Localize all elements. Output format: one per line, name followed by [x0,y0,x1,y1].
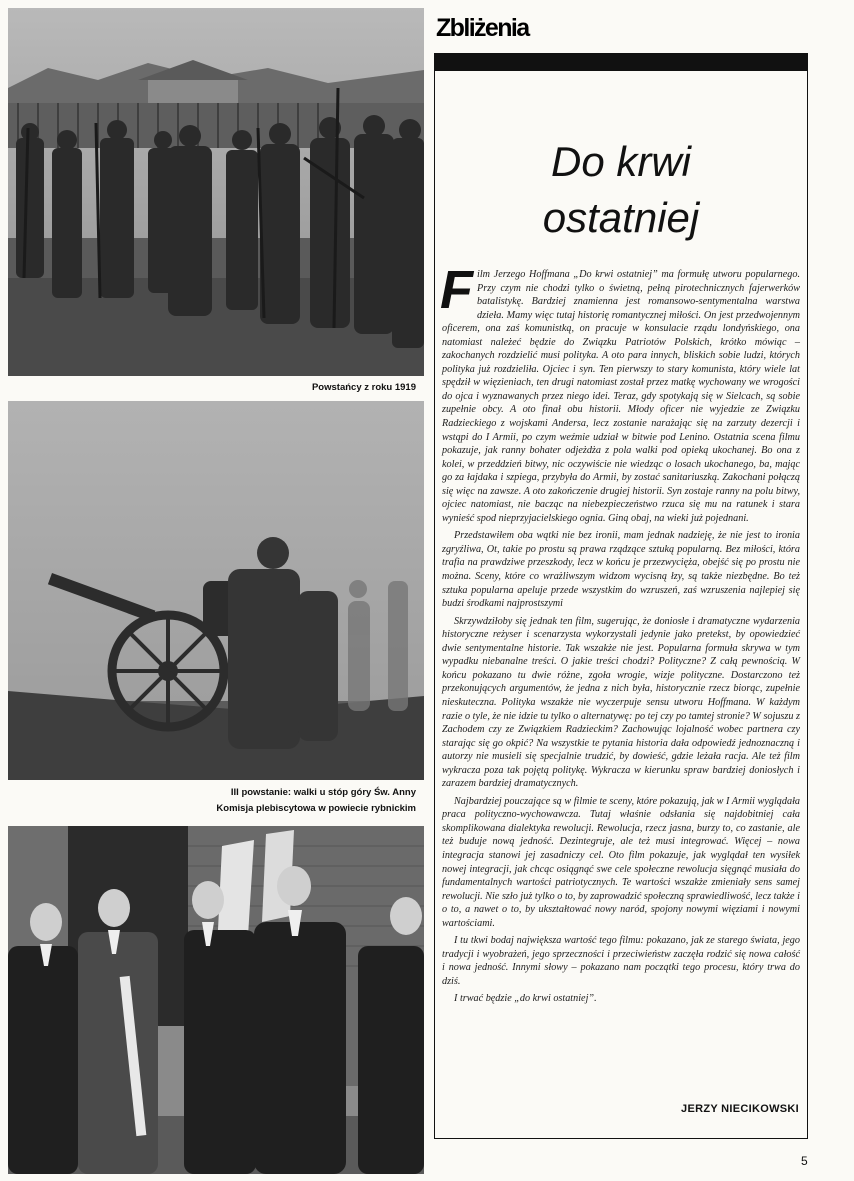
caption-line-commission: Komisja plebiscytowa w powiecie rybnickim [216,803,416,814]
article-frame [434,53,808,1139]
paragraph-5: I tu tkwi bodaj największa wartość tego filmu: pokazano, jak ze starego świata, jego tradycji i wyobrażeń, jego sprzeczności i przeciwieństw zaczęła rodzić się nowa całość i nowa jedność. Innymi słowy – pokazano nam początki tego procesu, który trwa do dziś. [442,935,800,987]
photo-commission-image [8,826,424,1174]
caption-line-uprising: III powstanie: walki u stóp góry Św. Anny [230,787,416,798]
page-number: 5 [801,1154,808,1168]
photo-artillery-image [8,401,424,780]
section-label: Zbliżenia [436,14,529,42]
photo-plebiscite-commission [8,826,424,1174]
paragraph-1 [440,260,800,525]
title-line-1: Do krwi [550,138,691,185]
photo-insurgents-1919 [8,8,424,376]
paragraph-6: I trwać będzie „do krwi ostatniej”. [454,993,597,1005]
paragraph-1-text: ilm Jerzego Hoffmana „Do krwi ostatniej” ma formułę utworu popularnego. Przy czym nie chodzi tylko o świetną, pełną pirotechnicznych fajerwerków batalistykę. Bardziej znamienna jest romansowo-sentymentalna warstwa dzieła. Mamy więc tutaj historię romantycznej miłości. On jest przedwojennym oficerem, ona zaś komunistką, on pracuje w konsulacie rządu londyńskiego, ona natomiast należeć będzie do Związku Patriotów Polskich, krótko mówiąc – zakochanych rozdzielić musi polityka. A oto para innych, bliskich sobie ludzi, których polityka już rozdzieliła. Ojciec i syn. Ten pierwszy to stary komunista, który wiele lat spędził w więzieniach, ten drugi natomiast został przez matkę wychowany we wrogości do ojca i wyznawanych przez niego idei. Teraz, gdy spotykają się w Sielcach, są sobie zupełnie obcy. A oto finał obu historii. Młody oficer nie wyjedzie ze Związku Radzieckiego z wojskami Andersa, lecz zostanie narażając się na zarzuty dezercji i wstąpi do I Armii, po czym weźmie udział w bitwie pod Lenino. Ostatnia scena filmu pokazuje, jak ranny bohater odjeżdża z pola walki pod opieką ukochanej. Bo ona z kolei, w przeddzień bitwy, nic oczywiście nie wiedząc o losach ukochanego, ba, mając go za łajdaka i szpiega, przybyła do Armii, by zostać sanitariuszką. Zakochani połączą się więc na zawsze. A oto zakończenie drugiej historii. Syn zostaje ranny na polu bitwy, ojciec natomiast, nie bacząc na niebezpieczeństwo rzuca się mu na ratunek i stara wynieść spod nieprzyjacielskiego ognia. Giną obaj, na wieki już pojednani. [442,269,800,524]
article-title [435,134,807,246]
paragraph-2: Przedstawiłem oba wątki nie bez ironii, mam jednak nadzieję, że nie jest to ironia zgryźliwa, Ot, takie po prostu są prawa rządzące sztuką popularną. Bez miłości, która trafia na prawdziwe przeszkody, lecz w końcu je przezwycięża, obejść się po prostu nie można. Sceny, które co wrażliwszym widzom wycisną łzy, są także niezbędne. Bo też sztuka popularna apeluje przede wszystkim do wzruszeń, zaś wzruszenia najlepiej się budzi środkami najprostszymi [442,530,800,610]
frame-top-bar [435,54,807,71]
photo-artillery [8,401,424,780]
drop-cap: F [440,260,473,320]
photo-caption-artillery [170,785,416,817]
paragraph-4: Najbardziej pouczające są w filmie te sceny, które pokazują, jak w I Armii wyglądała praca polityczno-wychowawcza. Tutaj właśnie odsłania się najdobitniej cała skomplikowana dialektyka rewolucji. Rewolucja, rzecz jasna, burzy to, co zastanie, ale też buduje nową jedność. Dezintegruje, ale też musi integrować. Więcej – nowa integracja stanowi jej zasadniczy cel. Oto film pokazuje, jak wyglądał ten wysiłek nowej integracji, jak chcąc osiągnąć swe cele społeczne rewolucja sięgnąć musiała do fundamentalnych wartości patriotycznych. Te wartości wszakże zmieniały sens samej rewolucji. Nie szło już tylko o to, by zaprowadzić społeczną sprawiedliwość, lecz także i o to, a nawet o to, by ukształtować nowy naród, spojony nowymi więziami i nowymi wartościami. [442,795,800,929]
author-name: JERZY NIECIKOWSKI [681,1103,799,1115]
paragraph-3: Skrzywdziłoby się jednak ten film, sugerując, że doniosłe i dramatyczne wydarzenia historyczne reżyser i scenarzysta wykorzystali jedynie jako pretekst, by opowiedzieć dwie sentymentalne historie. Tak wszakże nie jest. Popularna formuła skrywa w tym wypadku niebanalne treści. O jakie treści chodzi? Polityczne? Z całą pewnością. W końcu pokazano tu dwie różne, zgoła wrogie, wizje polityczne. Dostarczono też przekonujących argumentów, że jedna z nich była, historycznie rzecz biorąc, zupełnie nieskuteczna. Polityka wszakże nie wyczerpuje sensu utworu Hoffmana. W każdym razie o tyle, że nie idzie tu tylko o alternatywę: po tej czy po tamtej stronie? W sojuszu z Zachodem czy ze Związkiem Radzieckim? Zachowując lojalność wobec partnera czy starając się go okpić? Na wszystkie te pytania historia dała odpowiedź jednoznaczną i autorzy nie musieli się specjalnie trudzić, by dowieść, gdzie leżała racja. Ale też film wykracza poza tak pojętą politykę. Wykracza w kierunku spraw bardziej doniosłych i zarazem bardziej dramatycznych. [442,615,800,790]
title-line-2: ostatniej [542,194,700,241]
photo-insurgents-image [8,8,424,376]
article-body [440,260,800,1006]
photo-caption-insurgents: Powstańcy z roku 1919 [311,382,416,393]
